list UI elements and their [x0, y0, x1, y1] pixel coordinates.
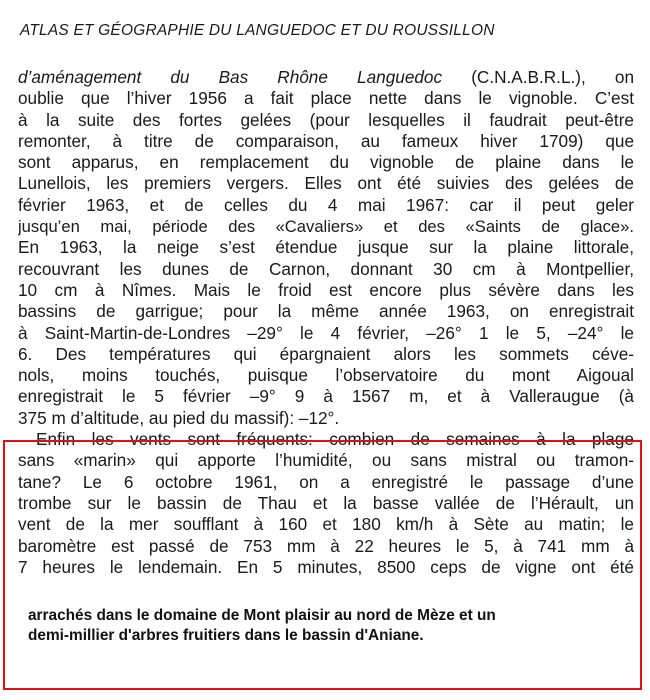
running-title: ATLAS ET GÉOGRAPHIE DU LANGUEDOC ET DU ROUSSILLON [20, 22, 495, 39]
text-line: à Saint-Martin-de-Londres –29° le 4 février, –26° 1 le 5, –24° le [18, 322, 634, 343]
text-line: enregistrait le 5 février –9° 9 à 1567 m, et à Valleraugue (à [18, 386, 634, 407]
text-line: oublie que l’hiver 1956 a fait place nette dans le vignoble. C’est [18, 88, 634, 109]
text-line: En 1963, la neige s’est étendue jusque sur la plaine littorale, [18, 237, 634, 258]
annotation-line: demi-millier d'arbres fruitiers dans le bassin d'Aniane. [28, 627, 424, 644]
text-line: Lunellois, les premiers vergers. Elles ont été suivies des gelées de [18, 173, 634, 194]
text-line: nols, moins touchés, puisque l’observatoire du mont Aigoual [18, 365, 634, 386]
text-line: tane? Le 6 octobre 1961, on a enregistré le passage d’une [18, 471, 634, 492]
text-line: février 1963, et de celles du 4 mai 1967: car il peut geler [18, 194, 634, 215]
text-line: sans «marin» qui apporte l’humidité, ou sans mistral ou tramon- [18, 450, 634, 471]
annotation-line: arrachés dans le domaine de Mont plaisir au nord de Mèze et un [28, 607, 496, 624]
text-line: 10 cm à Nîmes. Mais le froid est encore plus sévère dans les [18, 279, 634, 300]
text-line: remonter, à titre de comparaison, au fameux hiver 1709) que [18, 130, 634, 151]
text-line: vent de la mer soufflant à 160 et 180 km/h à Sète au matin; le [18, 514, 634, 535]
agency-name: d’aménagement du Bas Rhône Languedoc [18, 67, 443, 87]
text-line: 6. Des températures qui épargnaient alors les sommets céve- [18, 343, 634, 364]
text-line: trombe sur le bassin de Thau et la basse vallée de l’Hérault, un [18, 492, 634, 513]
paragraph-1-line-1 [18, 67, 634, 88]
annotation-text [28, 606, 628, 646]
agency-acronym: (C.N.A.B.R.L.), on [442, 67, 634, 87]
text-line: 7 heures le lendemain. En 5 minutes, 8500 ceps de vigne ont été [18, 556, 634, 577]
text-line: recouvrant les dunes de Carnon, donnant 30 cm à Montpellier, [18, 258, 634, 279]
text-line: sont apparus, en remplacement du vignoble de plaine dans le [18, 152, 634, 173]
text-line: 375 m d’altitude, au pied du massif): –12°. [18, 407, 340, 428]
text-line: à la suite des fortes gelées (pour lesquelles il faudrait peut-être [18, 109, 634, 130]
highlight-box [3, 440, 642, 690]
paragraph-2-line-1: Enfin les vents sont fréquents: combien de semaines à la plage [36, 429, 634, 450]
text-line: baromètre est passé de 753 mm à 22 heures le 5, à 741 mm à [18, 535, 634, 556]
text-line: bassins de garrigue; pour la même année 1963, on enregistrait [18, 301, 634, 322]
text-line: jusqu’en mai, période des «Cavaliers» et des «Saints de glace». [18, 217, 634, 237]
